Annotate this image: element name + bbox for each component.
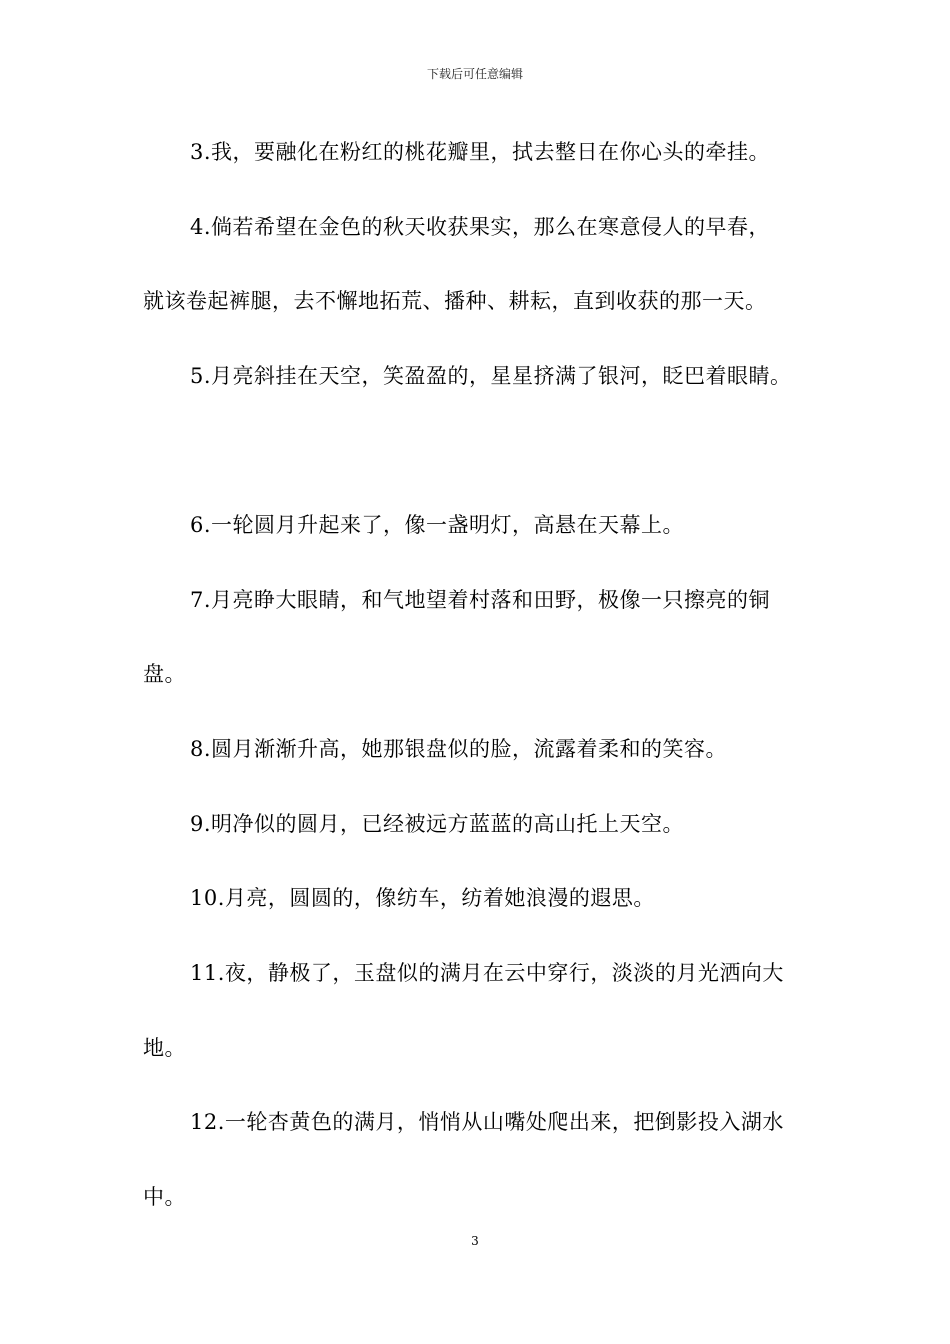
text-line: 6.一轮圆月升起来了，像一盏明灯，高悬在天幕上。 [190,513,685,537]
page-number: 3 [471,1234,479,1248]
text-line: 3.我，要融化在粉红的桃花瓣里，拭去整日在你心头的牵挂。 [190,140,771,164]
text-line: 盘。 [143,662,186,686]
text-line: 8.圆月渐渐升高，她那银盘似的脸，流露着柔和的笑容。 [190,737,728,761]
page-header: 下载后可任意编辑 [426,67,523,81]
text-line: 中。 [143,1185,186,1209]
text-line: 地。 [143,1036,186,1060]
text-line: 10.月亮，圆圆的，像纺车，纺着她浪漫的遐思。 [190,886,655,910]
text-line: 5.月亮斜挂在天空，笑盈盈的，星星挤满了银河，眨巴着眼睛。 [190,364,792,388]
text-line: 9.明净似的圆月，已经被远方蓝蓝的高山托上天空。 [190,812,685,836]
text-line: 4.倘若希望在金色的秋天收获果实，那么在寒意侵人的早春， [190,215,771,239]
text-line: 7.月亮睁大眼睛，和气地望着村落和田野，极像一只擦亮的铜 [190,588,771,612]
text-line: 12.一轮杏黄色的满月，悄悄从山嘴处爬出来，把倒影投入湖水 [190,1110,784,1134]
text-line: 11.夜，静极了，玉盘似的满月在云中穿行，淡淡的月光洒向大 [190,961,784,985]
text-line: 就该卷起裤腿，去不懈地拓荒、播种、耕耘，直到收获的那一天。 [143,289,767,313]
